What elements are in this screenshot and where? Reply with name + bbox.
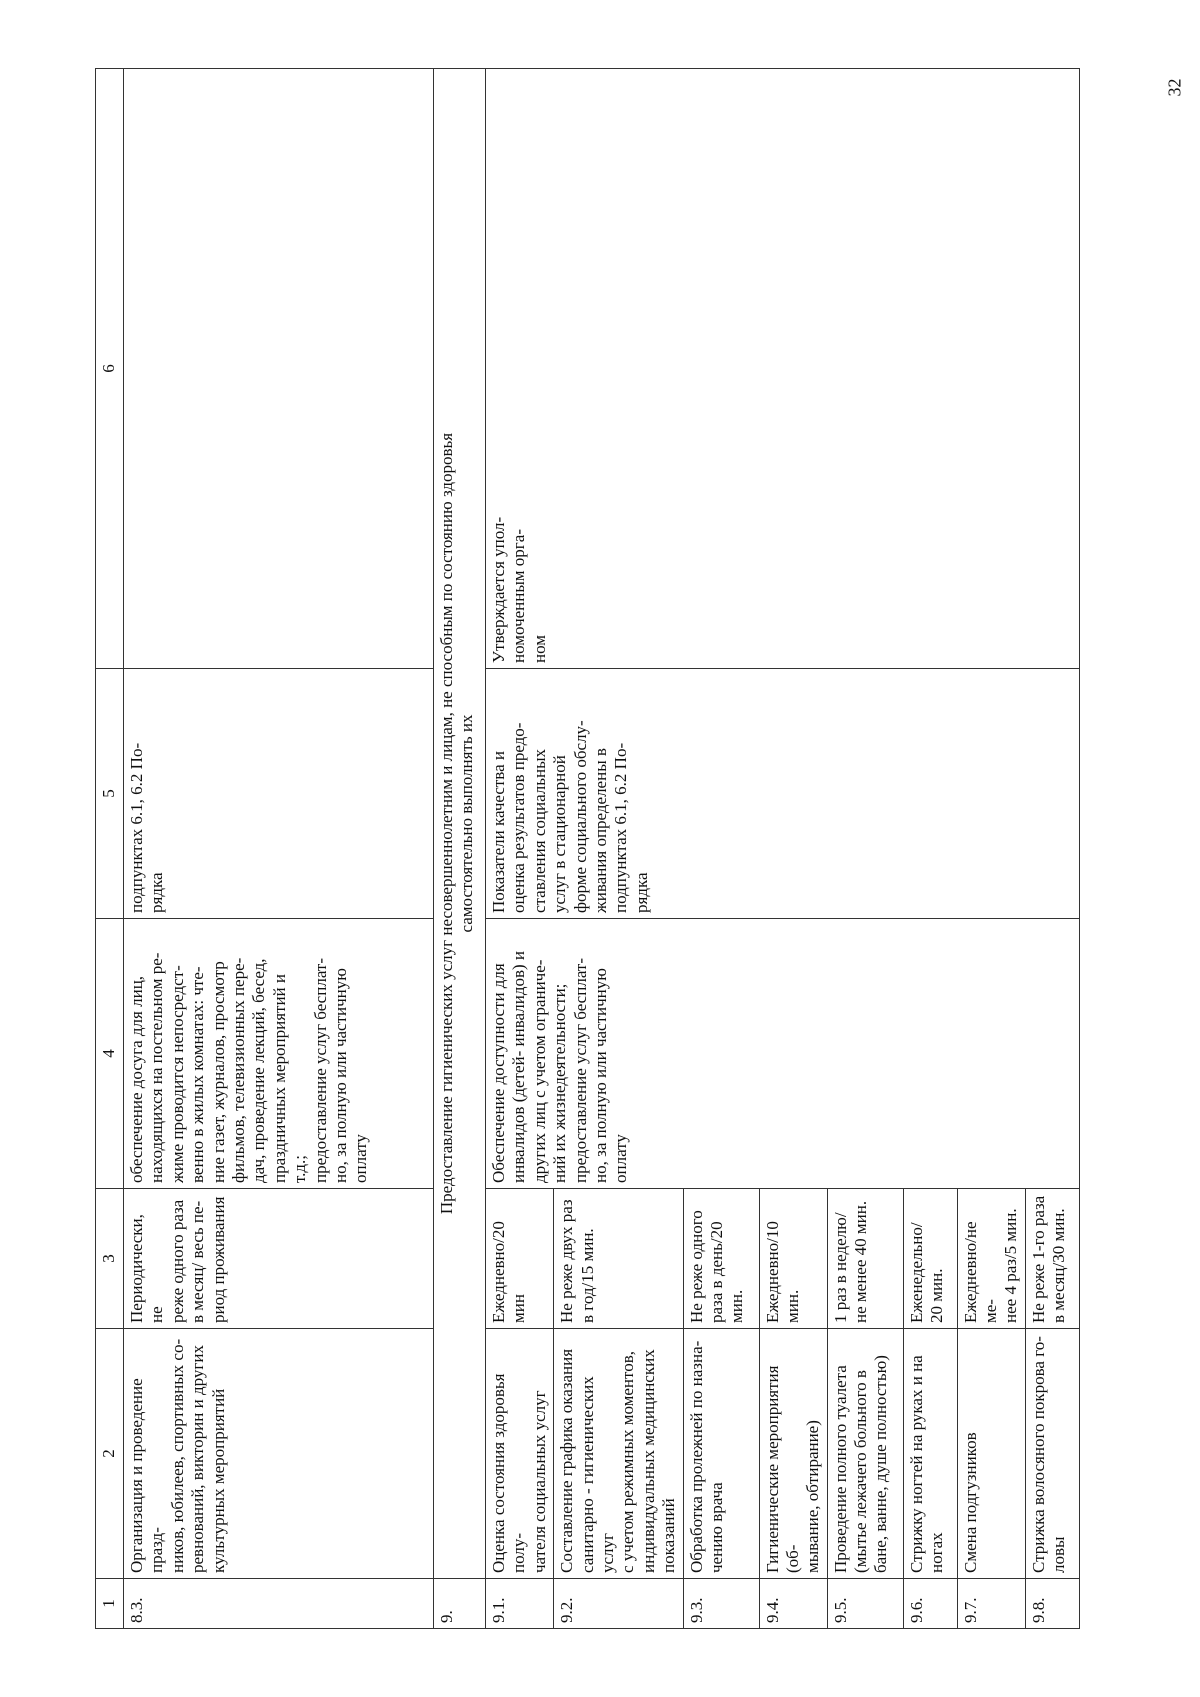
service-name: Стрижку ногтей на руках и на ногах xyxy=(903,1329,957,1579)
row-number: 9.5. xyxy=(827,1579,903,1629)
section-row xyxy=(434,69,486,1629)
services-table xyxy=(95,68,1080,1629)
service-period: Периодически, не реже одного раза в месяц/ весь пе- риод проживания xyxy=(124,1189,434,1329)
header-col-3: 3 xyxy=(96,1189,124,1329)
service-description: обеспечение досуга для лиц, находящихся на постельном ре- жиме проводится непосредст- венно в жилых комнатах: чте- ние газет, журналов, просмотр фильмов, телевизионных пере- дач, проведение лекций, бесед, праздничных мероприятий и т.д.; предоставление услуг бесплат- но, за полную или частичную оплату xyxy=(124,919,434,1189)
quality-indicators: Показатели качества и оценка результатов предо- ставления социальных услуг в стационарной форме социального обслу- живания определены в подпунктах 6.1, 6.2 По- рядка xyxy=(486,669,1080,919)
service-name: Гигиенические мероприятия (об- мывание, обтирание) xyxy=(759,1329,827,1579)
service-period: Не реже двух раз в год/15 мин. xyxy=(554,1189,683,1329)
header-col-1: 1 xyxy=(96,1579,124,1629)
page-number: 32 xyxy=(1164,78,1185,96)
header-col-4: 4 xyxy=(96,919,124,1189)
service-period: Еженедельно/ 20 мин. xyxy=(903,1189,957,1329)
row-number: 9.8. xyxy=(1025,1579,1079,1629)
service-period: Не реже одного раза в день/20 мин. xyxy=(683,1189,759,1329)
table-row xyxy=(486,69,554,1629)
row-number: 9.2. xyxy=(554,1579,683,1629)
service-conditions xyxy=(124,69,434,669)
section-title-text: Предоставление гигиенических услуг несовершеннолетним и лицам, не способным по состоянию здоровья самостоятельно выполнять их xyxy=(437,432,477,1215)
row-number: 9.4. xyxy=(759,1579,827,1629)
service-description: Обеспечение доступности для инвалидов (детей- инвалидов) и других лиц с учетом ограниче- ний их жизнедеятельности; предоставление услуг бесплат- но, за полную или частичную оплату xyxy=(486,919,1080,1189)
header-col-6: 6 xyxy=(96,69,124,669)
header-col-2: 2 xyxy=(96,1329,124,1579)
service-period: 1 раз в неделю/ не менее 40 мин. xyxy=(827,1189,903,1329)
row-number: 8.3. xyxy=(124,1579,434,1629)
section-number: 9. xyxy=(434,1579,486,1629)
service-conditions: Утверждается упол- номоченным орга- ном xyxy=(486,69,1080,669)
rotated-table-container xyxy=(95,69,1105,1629)
service-name: Обработка пролежней по назна- чению врача xyxy=(683,1329,759,1579)
row-number: 9.1. xyxy=(486,1579,554,1629)
quality-indicators: подпунктах 6.1, 6.2 По- рядка xyxy=(124,669,434,919)
service-period: Ежедневно/не ме- нее 4 раз/5 мин. xyxy=(957,1189,1025,1329)
service-name: Организация и проведение празд- ников, юбилеев, спортивных со- ревнований, викторин и других культурных мероприятий xyxy=(124,1329,434,1579)
table-row xyxy=(124,69,434,1629)
service-period: Не реже 1-го раза в месяц/30 мин. xyxy=(1025,1189,1079,1329)
row-number: 9.6. xyxy=(903,1579,957,1629)
service-period: Ежедневно/10 мин. xyxy=(759,1189,827,1329)
service-name: Смена подгузников xyxy=(957,1329,1025,1579)
section-title xyxy=(434,69,486,1579)
service-name: Стрижка волосяного покрова го- ловы xyxy=(1025,1329,1079,1579)
service-period: Ежедневно/20 мин xyxy=(486,1189,554,1329)
header-col-5: 5 xyxy=(96,669,124,919)
row-number: 9.3. xyxy=(683,1579,759,1629)
row-number: 9.7. xyxy=(957,1579,1025,1629)
header-row xyxy=(96,69,124,1629)
service-name: Составление графика оказания санитарно - гигиенических услуг с учетом режимных моментов, индивидуальных медицинских показаний xyxy=(554,1329,683,1579)
service-name: Проведение полного туалета (мытье лежачего больного в бане, ванне, душе полностью) xyxy=(827,1329,903,1579)
service-name: Оценка состояния здоровья полу- чателя социальных услуг xyxy=(486,1329,554,1579)
